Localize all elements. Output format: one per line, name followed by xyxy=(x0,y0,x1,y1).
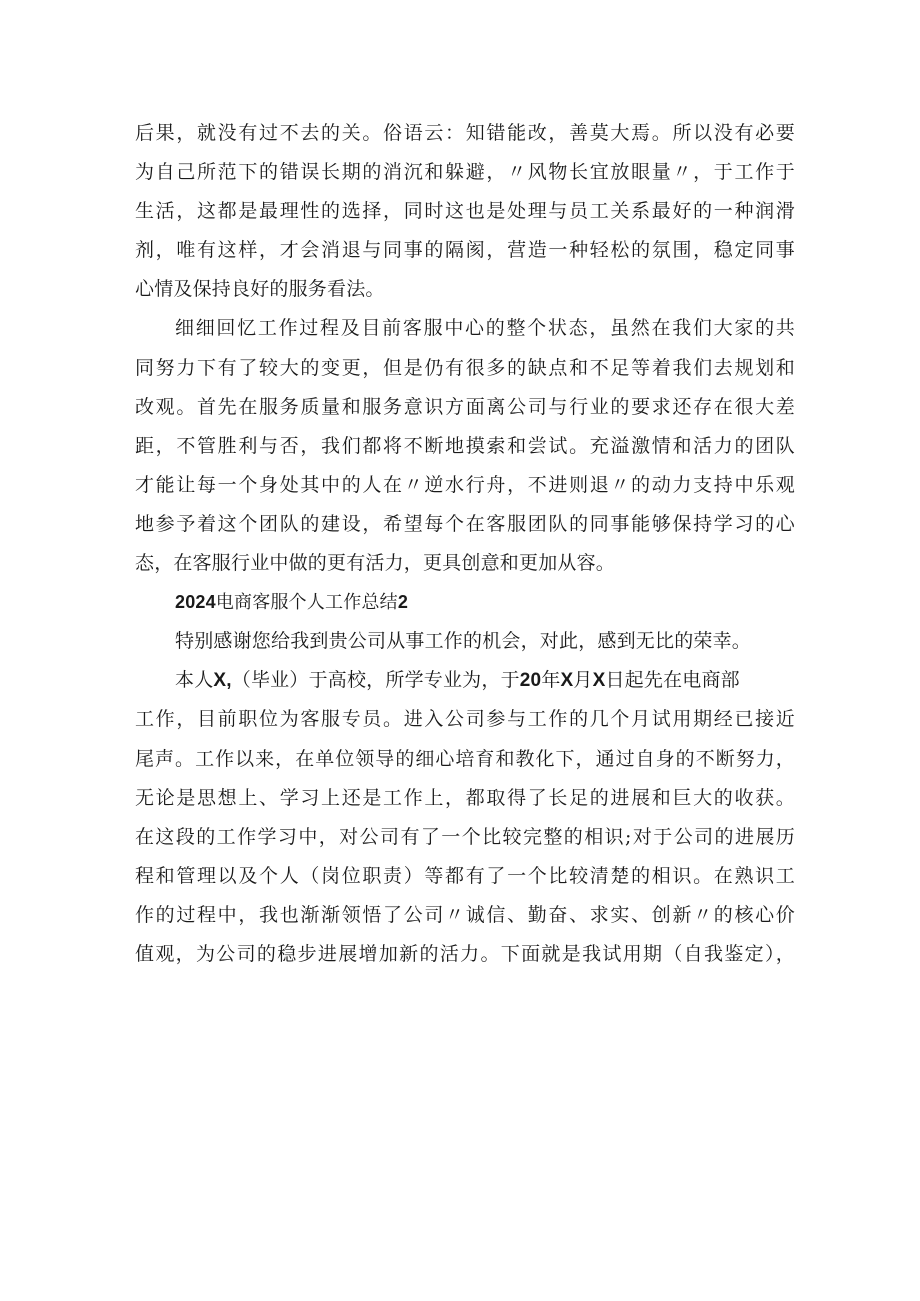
text-line: 才能让每一个身处其中的人在〃逆水行舟，不进则退〃的动力支持中乐观 xyxy=(135,473,795,496)
thanks-line: 特别感谢您给我到贵公司从事工作的机会，对此，感到无比的荣幸。 xyxy=(175,630,752,653)
text-line: 距，不管胜利与否，我们都将不断地摸索和尝试。充溢激情和活力的团队 xyxy=(135,434,795,457)
text-line: 值观，为公司的稳步进展增加新的活力。下面就是我试用期（自我鉴定）， xyxy=(135,942,795,965)
text-line: 作的过程中，我也渐渐领悟了公司〃诚信、勤奋、求实、创新〃的核心价 xyxy=(135,903,795,926)
text-line: 心情及保持良好的服务看法。 xyxy=(135,278,385,301)
section-heading xyxy=(135,583,795,622)
intro-placeholder: X xyxy=(560,670,574,692)
intro-text: 日起先在电商部 xyxy=(605,669,740,692)
text-line: 工作，目前职位为客服专员。进入公司参与工作的几个月试用期经已接近 xyxy=(135,708,795,731)
text-line: 态，在客服行业中做的更有活力，更具创意和更加从容。 xyxy=(135,552,616,575)
intro-text: 本人 xyxy=(175,669,214,692)
text-line: 程和管理以及个人（岗位职责）等都有了一个比较清楚的相识。在熟识工 xyxy=(135,864,795,887)
text-line: 尾声。工作以来，在单位领导的细心培育和教化下，通过自身的不断努力， xyxy=(135,747,795,770)
intro-text: 月 xyxy=(573,669,593,692)
paragraph-2 xyxy=(135,309,795,583)
text-line: 细细回忆工作过程及目前客服中心的整个状态，虽然在我们大家的共 xyxy=(175,317,795,340)
intro-placeholder: X, xyxy=(213,670,232,692)
intro-text: （毕业）于高校，所学专业为，于 xyxy=(231,669,520,692)
intro-placeholder: X xyxy=(592,670,606,692)
text-line: 后果，就没有过不去的关。俗语云：知错能改，善莫大焉。所以没有必要 xyxy=(135,122,795,144)
text-line: 地参予着这个团队的建设，希望每个在客服团队的同事能够保持学习的心 xyxy=(135,512,795,535)
paragraph-intro xyxy=(135,661,795,974)
text-line: 改观。首先在服务质量和服务意识方面离公司与行业的要求还存在很大差 xyxy=(135,395,795,418)
text-line: 在这段的工作学习中，对公司有了一个比较完整的相识;对于公司的进展历 xyxy=(135,825,795,848)
text-line: 为自己所范下的错误长期的消沉和躲避，〃风物长宜放眼量〃，于工作于 xyxy=(135,161,795,184)
text-line: 无论是思想上、学习上还是工作上，都取得了长足的进展和巨大的收获。 xyxy=(135,786,795,809)
text-line: 同努力下有了较大的变更，但是仍有很多的缺点和不足等着我们去规划和 xyxy=(135,356,795,379)
paragraph-1 xyxy=(135,114,795,309)
intro-year: 20 xyxy=(519,670,542,692)
heading-text: 电商客服个人工作总结 xyxy=(215,592,398,614)
text-line: 生活，这都是最理性的选择，同时这也是处理与员工关系最好的一种润滑 xyxy=(135,200,795,223)
document-body xyxy=(135,114,795,974)
text-line xyxy=(135,661,795,700)
text-line: 剂，唯有这样，才会消退与同事的隔阂，营造一种轻松的氛围，稳定同事 xyxy=(135,239,795,262)
intro-text: 年 xyxy=(541,669,561,692)
heading-suffix: 2 xyxy=(397,592,409,613)
heading-number: 2024 xyxy=(175,592,216,613)
